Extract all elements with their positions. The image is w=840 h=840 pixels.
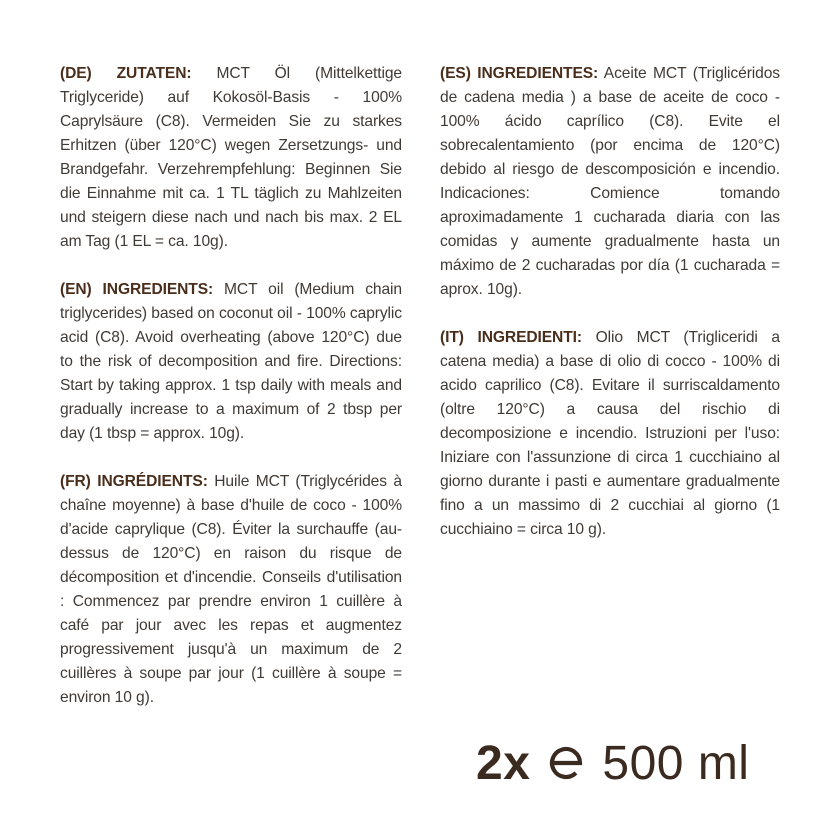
ingredients-en [60,278,402,446]
ingredients-fr-text: Huile MCT (Triglycérides à chaîne moyenne) à base d'huile de coco - 100% d'acide caprylique (C8). Éviter la surchauffe (au-dessus de 120°C) en raison du risque de décomposition et d'incendie. Conseils d'utilisation : Commencez par prendre environ 1 cuillère à café par jour avec les repas et augmentez progressivement jusqu'à un maximum de 2 cuillères à soupe par jour (1 cuillère à soupe = environ 10 g). [60,473,402,706]
left-column [60,62,402,734]
ingredients-fr [60,470,402,710]
ingredients-de-heading: (DE) ZUTATEN: [60,65,192,82]
ingredients-es-text: Aceite MCT (Triglicéridos de cadena media ) a base de aceite de coco - 100% ácido caprílico (C8). Evite el sobrecalentamiento (por encima de 120°C) debido al riesgo de descomposición e incendio. Indicaciones: Comience tomando aproximadamente 1 cucharada diaria con las comidas y aumente gradualmente hasta un máximo de 2 cucharadas por día (1 cucharada = aprox. 10g). [440,65,780,298]
ingredients-it-heading: (IT) INGREDIENTI: [440,329,582,346]
volume-label [476,728,749,798]
ingredients-de [60,62,402,254]
ingredients-es-heading: (ES) INGREDIENTES: [440,65,599,82]
right-column [440,62,780,566]
ingredients-it [440,326,780,542]
volume-amount: 500 ml [602,736,750,790]
ingredients-it-text: Olio MCT (Trigliceridi a catena media) a base di olio di cocco - 100% di acido caprilico (C8). Evitare il surriscaldamento (oltre 120°C) a causa del rischio di decomposizione e incendio. Istruzioni per l'uso: Iniziare con l'assunzione di circa 1 cucchiaino al giorno durante i pasti e aumentare gradualmente fino a un massimo di 2 cucchiai al giorno (1 cucchiaino = circa 10 g). [440,329,780,538]
ingredients-en-text: MCT oil (Medium chain triglycerides) based on coconut oil - 100% caprylic acid (C8). Avoid overheating (above 120°C) due to the risk of decomposition and fire. Directions: Start by taking approx. 1 tsp daily with meals and gradually increase to a maximum of 2 tbsp per day (1 tbsp = approx. 10g). [60,281,402,442]
ingredients-es [440,62,780,302]
ingredients-fr-heading: (FR) INGRÉDIENTS: [60,473,208,490]
volume-quantity: 2x [476,736,531,790]
e-mark-icon [546,743,586,783]
ingredients-en-heading: (EN) INGREDIENTS: [60,281,214,298]
ingredients-de-text: MCT Öl (Mittelkettige Triglyceride) auf Kokosöl-Basis - 100% Caprylsäure (C8). Vermeiden Sie zu starkes Erhitzen (über 120°C) wegen Zersetzungs- und Brandgefahr. Verzehrempfehlung: Beginnen Sie die Einnahme mit ca. 1 TL täglich zu Mahlzeiten und steigern diese nach und nach bis max. 2 EL am Tag (1 EL = ca. 10g). [60,65,402,250]
